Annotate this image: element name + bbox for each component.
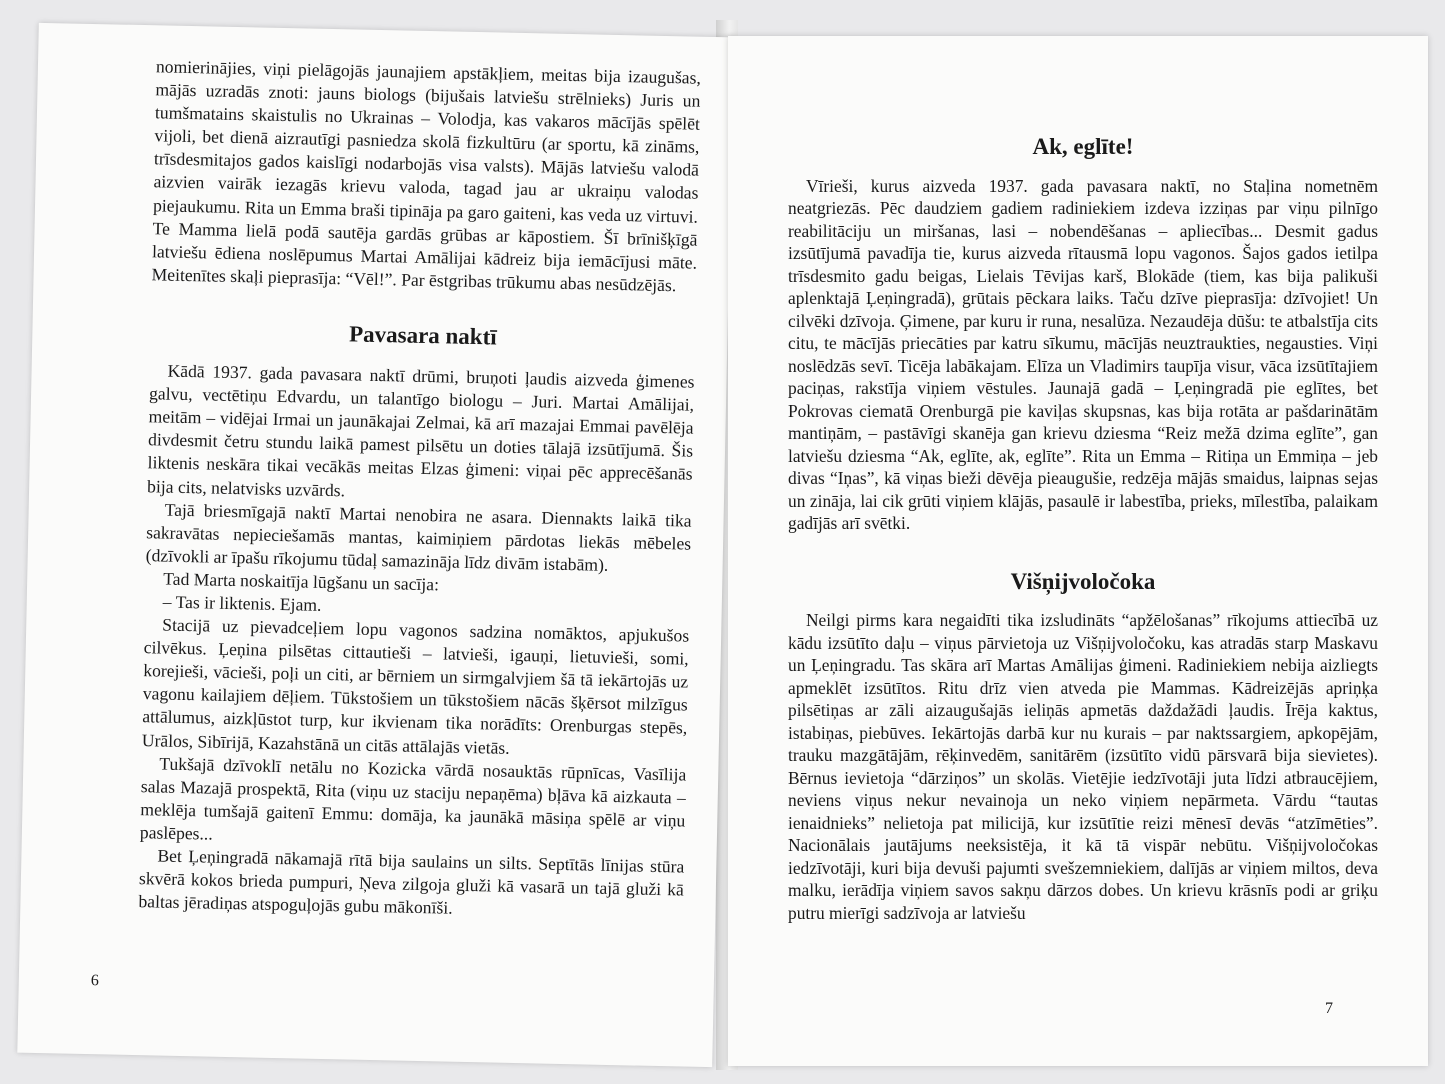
- paragraph: Tad Marta noskaitīja lūgšanu un sacīja:: [163, 568, 440, 595]
- paragraph: Tukšajā dzīvoklī netālu no Kozicka vārdā nosauktās rūpnīcas, Vasīlija salas Mazajā prospektā, Rita (viņu uz staciju nepaņēma) bļāva kā aizkauta – meklēja tumšajā gaitenī Emmu: domāja, ka jaunākā māsiņa spēlē ar viņu paslēpes...: [139, 753, 687, 844]
- right-page-text: [788, 136, 1378, 924]
- section-heading: Višņijvoločoka: [1010, 568, 1156, 594]
- intro-paragraph: nomierinājies, viņi pielāgojās jaunajiem apstākļiem, meitas bija izaugušas, mājās uzradās znoti: jauns biologs (bijušais latviešu strēlnieks) Juris un tumšmatains skaistulis no Ukrainas – Volodja, kas vakaros mācījās spēlēt vijoli, bet dienā aizrautīgi pasniedza skolā fizkultūru (ar sportu, kā zināms, trīsdesmitajos gados kaislīgi nodarbojās visa valsts). Mājās latviešu valodā aizvien vairāk iezagās krievu valoda, tagad jau ar ukraiņu valodas piejaukumu. Rita un Emma braši tipināja pa garo gaiteni, kas veda uz virtuvi. Te Mamma lielā podā sautēja gardās grūbas ar kāpostiem. Šī brīnišķīgā latviešu ēdiena noslēpumus Martai Amālijai kādreiz bija iemācījusi māte. Meitenītes skaļi pieprasīja: “Vēl!”. Par ēstgribas trūkumu abas nesūdzējās.: [151, 56, 702, 296]
- paragraph: Tajā briesmīgajā naktī Martai nenobira ne asara. Diennakts laikā tika sakravātas nepieciešamās mantas, kaimiņiem pārdotas liekās mēbeles (dzīvokli ar īpašu rīkojumu tūdaļ samazināja līdz divām istabām).: [145, 499, 692, 575]
- left-page-text: [138, 55, 701, 925]
- paragraph: Vīrieši, kurus aizveda 1937. gada pavasara naktī, no Staļina nometnēm neatgriezās. Pēc daudziem gadiem radiniekiem izdeva izziņas par viņu pilnīgo reabilitāciju un miršanas, lasi – nobendēšanas – apliecības... Desmit gadus izsūtījumā pavadīja tie, kurus aizveda rītausmā lopu vagonos. Šajos gados ietilpa trīsdesmito gadu beigas, Lielais Tēvijas karš, Blokāde (tiem, kas bija palikuši aplenktajā Ļeņingradā), grūtais pēckara laiks. Taču dzīve pieprasīja: dzīvojiet! Un cilvēki dzīvoja. Ģimene, par kuru ir runa, nesalūza. Nezaudēja dūšu: te atbalstīja cits citu, te mācījās priecāties par katru sīkumu, mācījās neuztraukties, negausties. Viņi noslēdzās sevī. Ticēja labākajam. Elīza un Vladimirs taupīja visur, vāca izsūtītajiem paciņas, rakstīja viņiem vēstules. Jaunajā gadā – Ļeņingradā pie eglītes, bet Pokrovas ciematā Orenburgā pie kaviļas skupsnas, kas bija rotāta ar pašdarinātām mantiņām, – pastāvīgi skanēja gan krievu dziesma “Reiz mežā dzima eglīte”, gan latviešu dziesma “Ak, eglīte, ak, eglīte”. Rita un Emma – Ritiņa un Emmiņa – jeb divas “Iņas”, kā viņas bieži dēvēja pieaugušie, redzēja mājās smaidus, laipnas sejas un zināja, lai cik grūti viņiem klājās, pasaulē ir labestība, prieks, mīlestība, palaikam gadījās arī svētki.: [788, 175, 1378, 533]
- paragraph: Kādā 1937. gada pavasara naktī drūmi, bruņoti ļaudis aizveda ģimenes galvu, vectētiņu Edvardu, un talantīgo biologu – Juri. Martai Amālijai, meitām – vidējai Irmai un jaunākajai Zelmai, kā arī mazajai Emmai pavēlēja divdesmit četru stundu laikā pamest pilsētu un doties tālajā izsūtījumā. Šis liktenis neskāra tikai vecākās meitas Elzas ģimeni: viņai pēc apprecēšanās bija cits, nelatvisks uzvārds.: [146, 360, 695, 500]
- paragraph: Neilgi pirms kara negaidīti tika izsludināts “apžēlošanas” rīkojums attiecībā uz kādu izsūtīto daļu – viņus pārvietoja uz Višņijvoločoku, kas atradās starp Maskavu un Ļeņingradu. Tas skāra arī Martas Amālijas ģimeni. Radiniekiem nebija aizliegts apmeklēt izsūtītos. Ritu drīz vien atveda pie Mammas. Kādreizējās apriņķa pilsētiņas ar zāli aizaugušajās ieliņās apmetās daždažādi ļaudis. Īrēja kaktus, istabiņas, piebūves. Iekārtojās darbā kur nu kurais – par naktssargiem, apkopējām, trauku mazgātājām, rēķinvedēm, sanitārēm (izsūtīto vidū pārsvarā bija sievietes). Bērnus ievietoja “dārziņos” un skolās. Vietējie iedzīvotāji juta līdzi atbraucējiem, neviens viņus nekur nevainoja un neko viņiem nepārmeta. Vārdu “tautas ienaidnieks” nelietoja pat milicijā, kur izsūtītie reizi mēnesī devās “atzīmēties”. Nacionālais jautājums neeksistēja, it kā tā vispār nebūtu. Višņijvoločokas iedzīvotāji, kuri bija devuši pajumti svešzemniekiem, dalījās ar viņiem miltos, deva malku, ierādīja viņiem savos sakņu dārzos dobes. Un krievu krāsnīs podi ar griķu putru mierīgi sadzīvoja ar latviešu: [788, 610, 1378, 923]
- right-page: [728, 36, 1428, 1066]
- section-heading: Pavasara naktī: [348, 321, 497, 350]
- section-heading: Ak, eglīte!: [1032, 134, 1134, 159]
- page-number: 6: [90, 972, 99, 990]
- paragraph: – Tas ir liktenis. Ejam.: [162, 591, 322, 615]
- paragraph: Stacijā uz pievadceļiem lopu vagonos sadzina nomāktos, apjukušos cilvēkus. Ļeņina pilsētas cittautieši – latvieši, igauņi, lietuvieši, somi, korejieši, vācieši, poļi un citi, ar bērniem un sirmgalvjiem šā tā iekārtojās uz vagonu kailajiem dēļiem. Tūkstošiem un tūkstošiem nācās šķērsot milzīgus attālumus, aizkļūstot turp, kur ikvienam tika norādīts: Orenburgas stepēs, Urālos, Sibīrijā, Kazahstānā un citās attālajās vietās.: [141, 614, 690, 758]
- page-number: 7: [1325, 1000, 1333, 1017]
- paragraph: Bet Ļeņingradā nākamajā rītā bija saulains un silts. Septītās līnijas stūra skvērā kokos brieda pumpuri, Ņeva zilgoja gluži kā vasarā un tajā gluži kā baltas jēradiņas atspoguļojās gubu mākonīši.: [138, 845, 685, 918]
- left-page: [17, 23, 733, 1067]
